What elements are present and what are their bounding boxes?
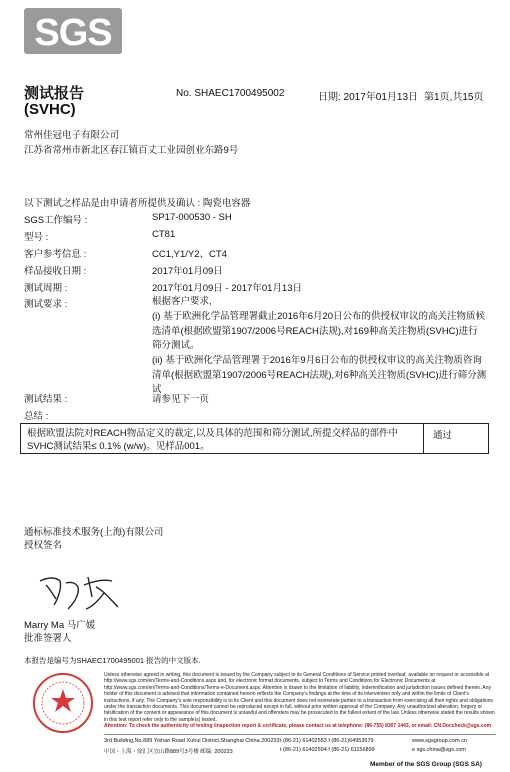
requirements-label: 测试要求 :: [24, 299, 68, 310]
attention-text: Attention: To check the authenticity of testing /inspection report & certificate, please contact us at telephone: (86-755) 8307 1443, or email: CN.Doccheck@sgs.com: [104, 723, 492, 730]
intro-line: 以下测试之样品是由申请者所提供及确认 : 陶瓷电容器: [24, 198, 251, 209]
disclaimer-text: Unless otherwise agreed in writing, this document is issued by the Company subject to its General Conditions of Service printed overleaf, available on request or accessible at http://www.sgs.com/en/Terms-and-Conditions.aspx and, for electronic format documents, subject to Terms and Conditions for Electronic Documents at http://www.sgs.com/en/Terms-and-Conditions/Terms-e-Document.aspx. Attention is drawn to the limitation of liability, indemnification and jurisdiction issues defined therein. Any holder of this document is advised that information contained hereon reflects the Company's findings at the time of its intervention only and within the limits of Client's instructions, if any. The Company's sole responsibility is to its Client and this document does not exonerate parties to a transaction from exercising all their rights and obligations under the transaction documents. This document cannot be reproduced except in full, without prior written approval of the Company. Any unauthorized alteration, forgery or falsification of the content or appearance of this document is unlawful and offenders may be prosecuted to the fullest extent of the law. Unless otherwise stated the results shown in this test report refer only to the sample(s) tested.: [104, 672, 495, 723]
summary-text: 根据欧盟法院对REACH物品定义的裁定,以及具体的范围和筛分测试,所提交样品的部件中SVHC测试结果≤ 0.1% (w/w)。见样品001。: [27, 428, 399, 452]
field-value-client-ref: CC1,Y1/Y2、CT4: [152, 249, 227, 260]
email: e sgs.china@sgs.com: [412, 747, 466, 753]
field-label-receipt-date: 样品接收日期 :: [24, 266, 87, 277]
page-indicator: 第1页,共15页: [424, 92, 484, 103]
report-title-en: (SVHC): [24, 101, 76, 118]
report-number: No. SHAEC1700495002: [176, 88, 285, 99]
requirements-item-1: (i) 基于欧洲化学品管理署截止2016年6月20日公布的供授权审议的高关注物质候选清单(根据欧盟第1907/2006号REACH法规),对169种高关注物质(SVHC)进行筛分测试。: [152, 311, 486, 351]
field-label-test-period: 测试周期 :: [24, 283, 68, 294]
field-label-client-ref: 客户参考信息 :: [24, 249, 87, 260]
footer-disclaimer: [104, 672, 496, 730]
client-address: 江苏省常州市新北区春江镇百丈工业园创业东路9号: [24, 145, 239, 156]
requirements-item-2: (ii) 基于欧洲化学品管理署于2016年9月6日公布的供授权审议的高关注物质咨询清单(根据欧盟第1907/2006号REACH法规),对6种高关注物质(SVHC)进行筛分测试: [152, 355, 487, 395]
red-seal-icon: [32, 672, 94, 734]
address-cn: 中国・上海・徐汇区宜山路889号3号楼 邮编: 200233: [104, 749, 233, 755]
field-label-job-no: SGS工作编号 :: [24, 215, 88, 226]
footer-rule: [104, 734, 496, 735]
phone-cn: t (86-21) 61402594 f (86-21) 61156899: [280, 747, 375, 753]
authorized-signature-label: 授权签名: [24, 540, 63, 551]
requirements-intro: 根据客户要求,: [152, 296, 212, 307]
result-value: 请参见下一页: [152, 394, 210, 405]
phone-en: t (86-21) 61402553 f (86-21)64953679: [280, 738, 374, 744]
summary-box: [20, 423, 489, 454]
field-value-test-period: 2017年01月09日 - 2017年01月13日: [152, 283, 302, 294]
summary-verdict: 通过: [433, 430, 453, 441]
field-value-model: CT81: [152, 229, 176, 240]
summary-divider: [423, 424, 424, 453]
field-label-model: 型号 :: [24, 232, 49, 243]
sgs-group-member: Member of the SGS Group (SGS SA): [370, 761, 482, 768]
signatory-role: 批准签署人: [24, 633, 72, 644]
result-label: 测试结果 :: [24, 394, 68, 405]
sgs-logo-text: SGS: [34, 12, 112, 54]
report-date: 日期: 2017年01月13日: [318, 92, 419, 103]
handwritten-signature: [34, 563, 130, 613]
client-name: 常州佳冠电子有限公司: [24, 130, 120, 141]
signing-company: 通标标准技术服务(上海)有限公司: [24, 527, 164, 538]
version-note: 本报告是编号为SHAEC1700495001 报告的中文版本.: [24, 656, 201, 665]
sgs-logo: [24, 8, 122, 54]
summary-label: 总结 :: [24, 411, 49, 422]
address-en: 3rd Building,No.889 Yishan Road Xuhui District,Shanghai China 200233: [104, 738, 280, 744]
field-value-job-no: SP17-000530 - SH: [152, 212, 232, 223]
report-title-cn: 测试报告: [24, 85, 85, 102]
signatory-name: Marry Ma 马广媛: [24, 620, 96, 631]
website: www.sgsgroup.com.cn: [412, 738, 468, 744]
field-value-receipt-date: 2017年01月09日: [152, 266, 223, 277]
